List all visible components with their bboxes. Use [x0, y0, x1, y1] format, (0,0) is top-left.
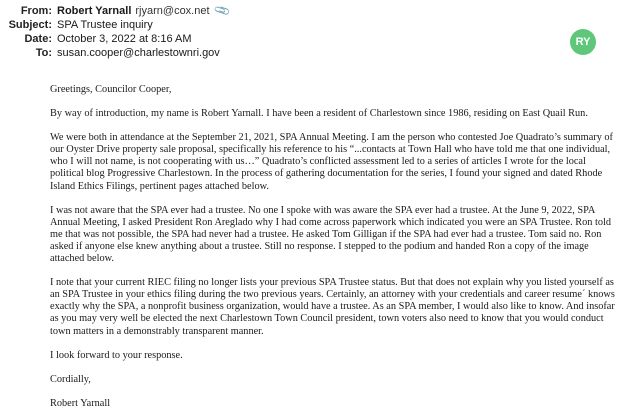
subject-label: Subject:: [8, 19, 52, 31]
closing-line: I look forward to your response.: [50, 349, 183, 361]
avatar[interactable]: RY: [570, 29, 596, 55]
paperclip-icon: 📎: [213, 2, 232, 20]
paragraph-trustee: I was not aware that the SPA ever had a trustee. No one I spoke with was aware the SPA ever had a trustee. At the June 9, 2022, SPA Annual Meeting, I asked President Ron Areglado why I had come across paperwork which indicated you were an SPA Trustee. Ron told me that was not possible, the SPA had never had a trustee. He asked Tom Gilligan if the SPA had ever had a trustee. Tom said no. Ron asked if anyone else knew anything about a trustee. Still no response. I stepped to the podium and handed Ron a copy of the image attached below.: [50, 204, 611, 265]
recipient-email[interactable]: susan.cooper@charlestownri.gov: [57, 47, 220, 59]
email-header: [0, 0, 624, 80]
date-row: [0, 32, 540, 46]
signoff: Cordially,: [50, 373, 91, 385]
to-label: To:: [35, 47, 52, 59]
paragraph-meeting: We were both in attendance at the September 21, 2021, SPA Annual Meeting. I am the person who contested Joe Quadrato’s summary of our Oyster Drive property sale proposal, specifically his reference to his “...contacts at Town Hall who have told me that one individual, who I will not name, is not cooperating with us…” Quadrato’s conflicted assessment led to a series of articles I wrote for the local political blog Progressive Charlestown. In the process of gathering documentation for the series, I found your signed and dated Rhode Island Ethics Filings, pertinent pages attached below.: [50, 132, 613, 192]
from-value: [57, 2, 232, 20]
date-value: October 3, 2022 at 8:16 AM: [57, 33, 192, 45]
paragraph-introduction: By way of introduction, my name is Robert Yarnall. I have been a resident of Charlestown since 1986, residing on East Quail Run.: [50, 108, 588, 120]
date-label: Date:: [24, 33, 52, 45]
from-row: [0, 4, 540, 18]
greeting: Greetings, Councilor Cooper,: [50, 84, 172, 95]
to-row: [0, 46, 540, 60]
subject-value: SPA Trustee inquiry: [57, 19, 153, 31]
signature: Robert Yarnall: [50, 397, 111, 409]
subject-row: [0, 18, 540, 32]
email-body: [50, 84, 616, 410]
paragraph-riec-filing: I note that your current RIEC filing no longer lists your previous SPA Trustee status. But that does not explain why you listed yourself as an SPA Trustee in your ethics filing during the two previous years. Certainly, an attorney with your credentials and career resume´ knows exactly why the SPA, a nonprofit business organization, would have a trustee. As an SPA member, I would also like to know. And insofar as you may very well be elected the next Charlestown Town Council president, town voters also need to know that you would conduct town matters in a demonstrably transparent manner.: [50, 277, 615, 337]
from-label: From:: [20, 5, 52, 17]
sender-name[interactable]: Robert Yarnall: [57, 5, 132, 17]
sender-email[interactable]: rjyarn@cox.net: [135, 5, 210, 17]
